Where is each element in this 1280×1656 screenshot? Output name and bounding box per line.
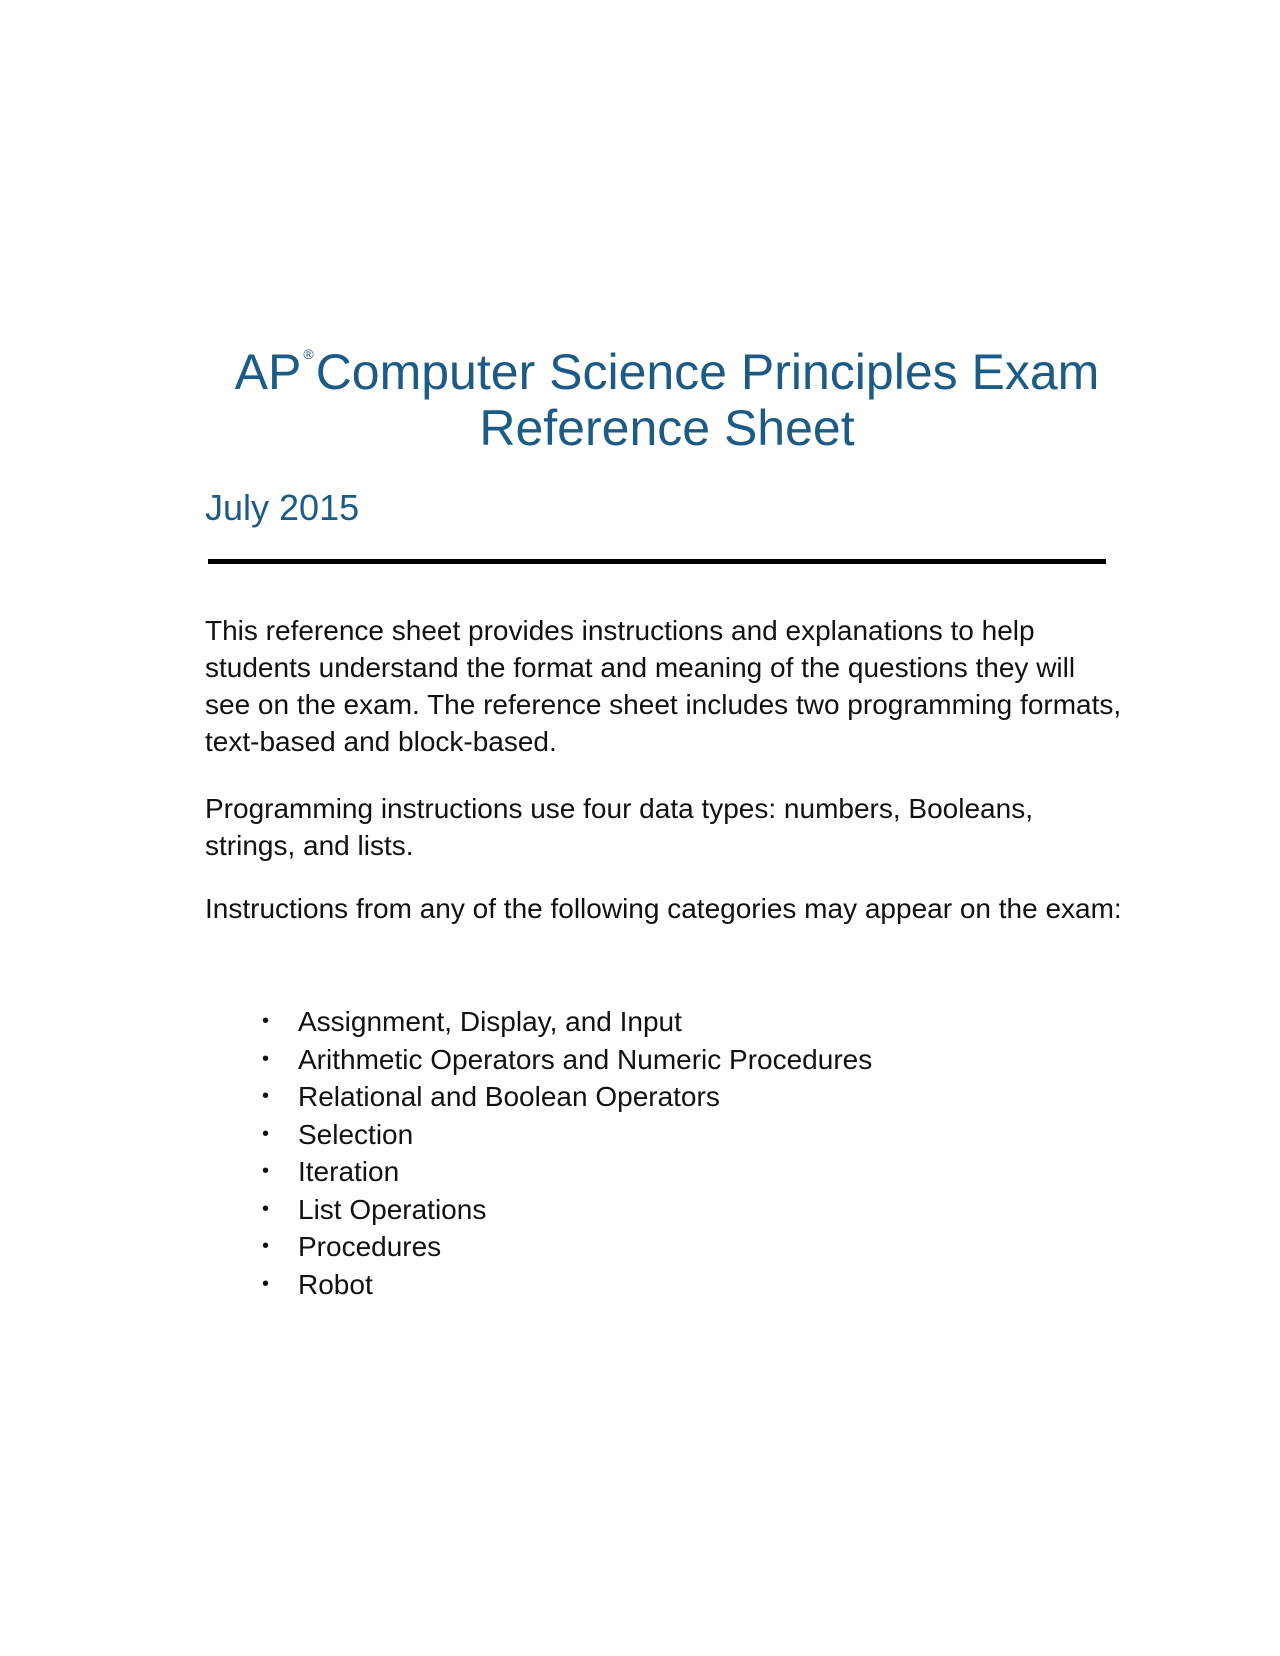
category-label: List Operations <box>298 1193 487 1225</box>
registered-trademark-mark: ® <box>303 346 314 362</box>
category-list <box>262 1003 872 1303</box>
list-item <box>262 1266 872 1304</box>
categories-intro-paragraph: Instructions from any of the following categories may appear on the exam: <box>205 893 1122 924</box>
data-types-paragraph: Programming instructions use four data types: numbers, Booleans, strings, and lists. <box>205 793 1033 861</box>
bullet-icon: • <box>262 1122 270 1145</box>
list-item <box>262 1116 872 1154</box>
bullet-icon: • <box>262 1047 270 1070</box>
list-item <box>262 1153 872 1191</box>
list-item <box>262 1041 872 1079</box>
category-label: Robot <box>298 1268 373 1300</box>
list-item <box>262 1191 872 1229</box>
bullet-icon: • <box>262 1010 270 1032</box>
title-ap: AP <box>234 344 302 400</box>
category-label: Iteration <box>298 1156 400 1187</box>
bullet-icon: • <box>262 1085 270 1107</box>
title-line1-text: Computer Science Principles Exam <box>315 344 1100 400</box>
category-label: Procedures <box>298 1231 442 1262</box>
bullet-icon: • <box>262 1235 270 1257</box>
document-date: July 2015 <box>205 487 360 528</box>
bullet-icon: • <box>262 1197 270 1220</box>
horizontal-divider <box>208 559 1106 564</box>
category-label: Selection <box>298 1118 414 1150</box>
category-label: Arithmetic Operators and Numeric Procedures <box>298 1043 873 1075</box>
list-item <box>262 1078 872 1116</box>
bullet-icon: • <box>262 1272 270 1295</box>
category-label: Relational and Boolean Operators <box>298 1081 720 1112</box>
title-line2-text: Reference Sheet <box>479 400 855 456</box>
category-label: Assignment, Display, and Input <box>298 1006 682 1037</box>
intro-paragraph: This reference sheet provides instructions and explanations to help students understand the format and meaning of the questions they will see on the exam. The reference sheet includes two programming formats, text-based and block-based. <box>205 615 1122 757</box>
page-title <box>130 326 1204 456</box>
list-item <box>262 1228 872 1266</box>
bullet-icon: • <box>262 1160 270 1182</box>
list-item <box>262 1003 872 1041</box>
